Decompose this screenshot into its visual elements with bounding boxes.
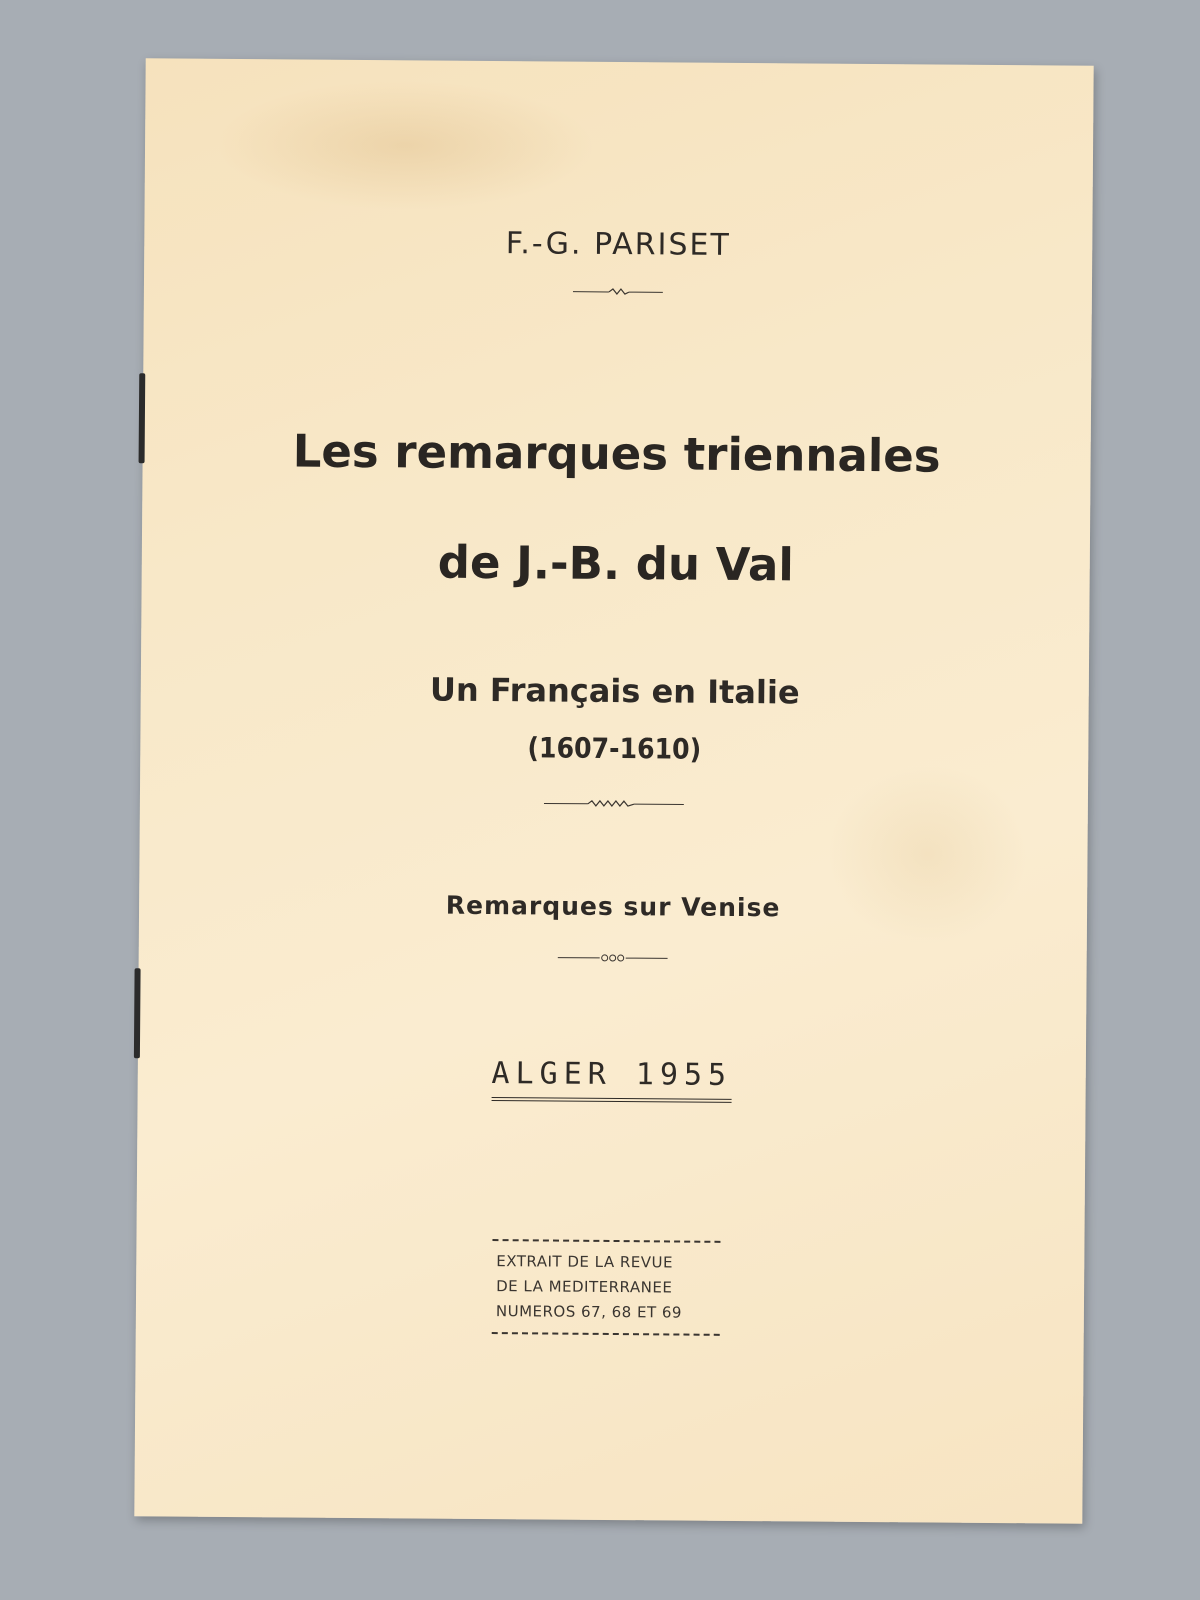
ornament-rule-3 bbox=[558, 952, 668, 965]
booklet-cover bbox=[134, 58, 1093, 1523]
staple-bottom bbox=[134, 968, 141, 1058]
extract-line-1: EXTRAIT DE LA REVUE bbox=[496, 1252, 674, 1272]
imprint-place-year bbox=[138, 1053, 1086, 1105]
section-title: Remarques sur Venise bbox=[445, 890, 781, 923]
imprint-text: ALGER 1955 bbox=[491, 1056, 732, 1103]
subtitle: Un Français en Italie bbox=[429, 670, 800, 712]
ornament-rule-1 bbox=[573, 287, 663, 298]
date-range: (1607-1610) bbox=[527, 731, 702, 766]
title-line-1: Les remarques triennales bbox=[292, 424, 941, 483]
author-name: F.-G. PARISET bbox=[505, 226, 731, 263]
extract-note bbox=[492, 1239, 721, 1336]
water-stain bbox=[215, 79, 596, 212]
extract-line-2: DE LA MEDITERRANEE bbox=[496, 1277, 673, 1297]
title-line-2: de J.-B. du Val bbox=[437, 535, 795, 592]
extract-line-3: NUMEROS 67, 68 ET 69 bbox=[495, 1302, 683, 1322]
ornament-rule-2 bbox=[544, 798, 684, 809]
